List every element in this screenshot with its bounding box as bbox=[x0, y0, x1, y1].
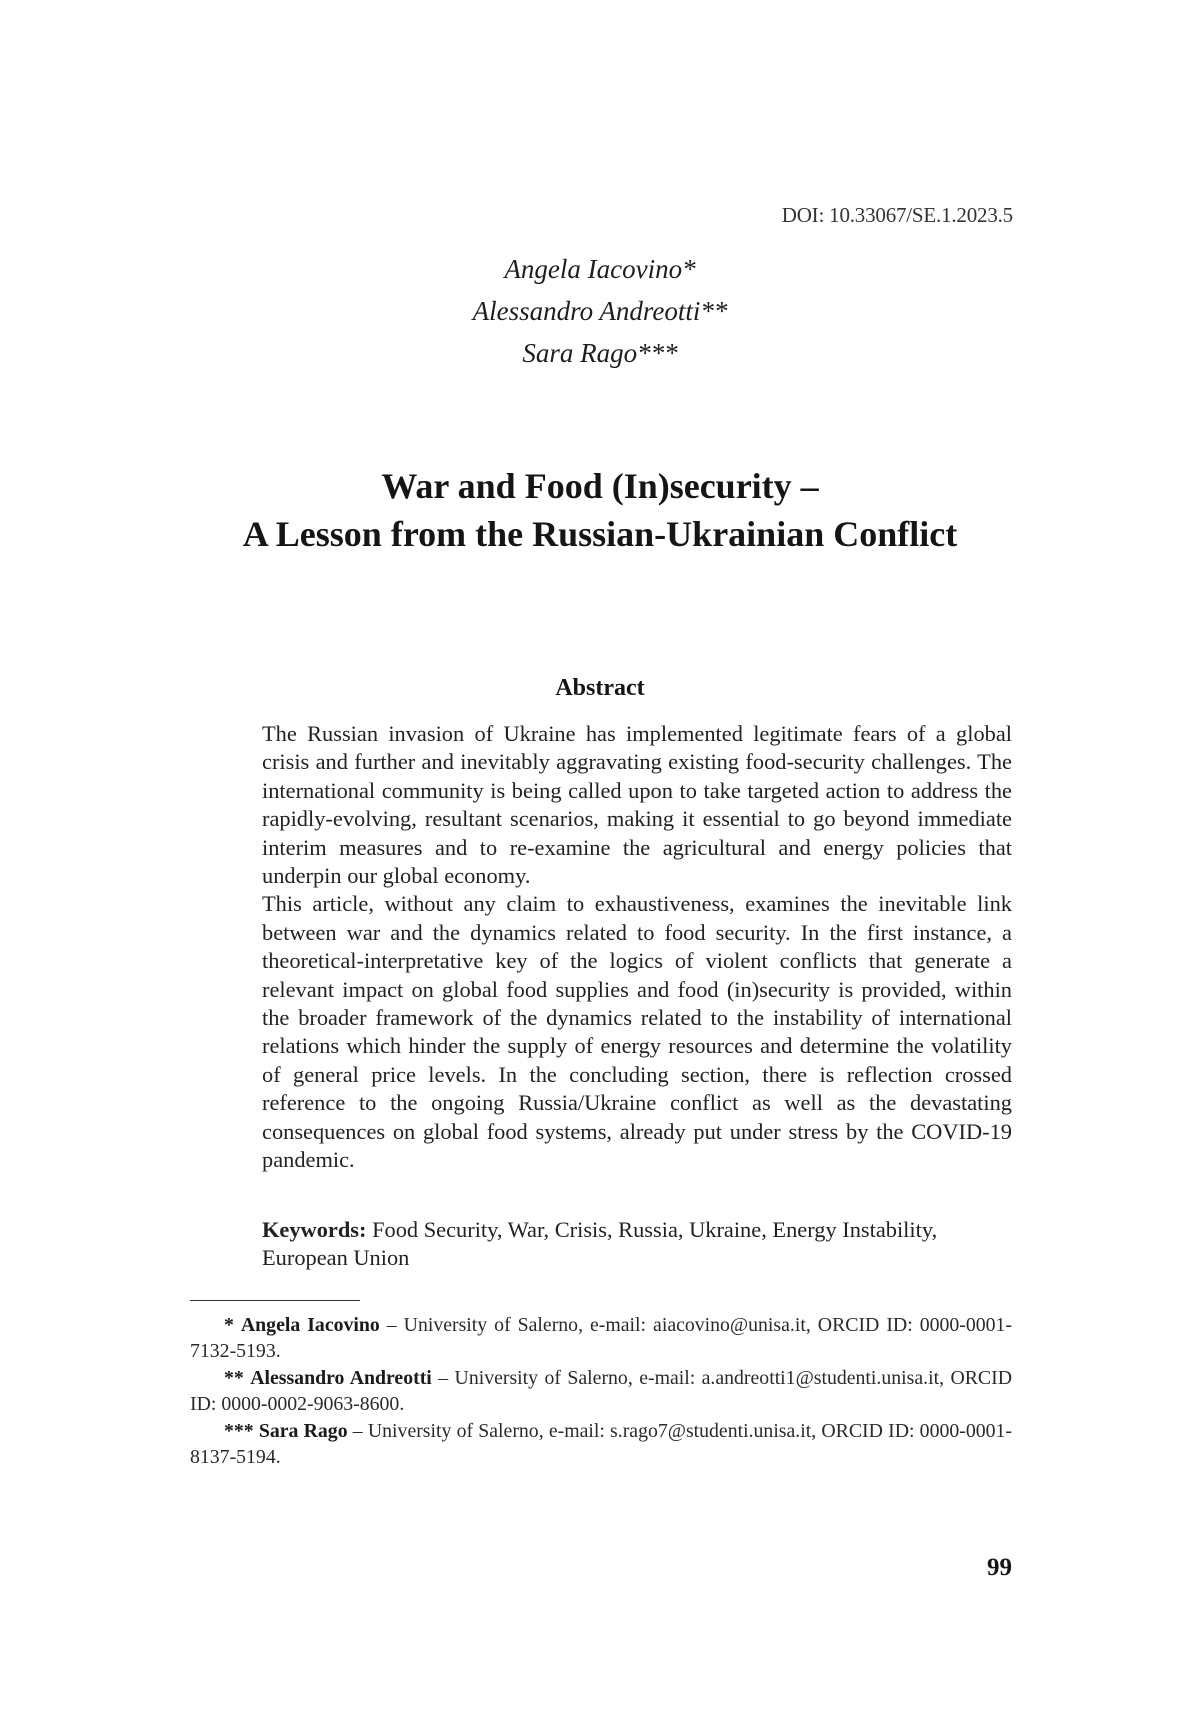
author-name: Angela Iacovino* bbox=[504, 254, 696, 284]
abstract-heading: Abstract bbox=[555, 675, 645, 701]
title-line-2: A Lesson from the Russian-Ukrainian Conflict bbox=[242, 514, 958, 554]
title-line-1: War and Food (In)security – bbox=[381, 466, 819, 506]
footnote-marker: ** bbox=[224, 1366, 244, 1389]
footnote-marker: * bbox=[224, 1314, 234, 1336]
keywords bbox=[262, 1216, 1012, 1273]
doi-label: DOI: 10.33067/SE.1.2023.5 bbox=[781, 203, 1013, 227]
footnote-text: – University of Salerno, e-mail: s.rago7@studenti.unisa.it, ORCID ID: 0000-0001-8137-5194. bbox=[190, 1419, 1012, 1469]
footnote-text: – University of Salerno, e-mail: aiacovino@unisa.it, ORCID ID: 0000-0001-7132-5193. bbox=[190, 1314, 1012, 1363]
page-number: 99 bbox=[987, 1554, 1012, 1581]
author-name: Alessandro Andreotti** bbox=[472, 296, 728, 326]
footnote bbox=[190, 1365, 1012, 1418]
footnote bbox=[190, 1312, 1012, 1365]
author-name: Sara Rago*** bbox=[522, 338, 678, 368]
footnotes bbox=[190, 1312, 1012, 1470]
footnote-marker: *** bbox=[224, 1419, 254, 1442]
footnote-author: Alessandro Andreotti bbox=[250, 1366, 432, 1389]
abstract-body bbox=[262, 720, 1012, 1175]
paper-title bbox=[0, 462, 1200, 558]
keywords-text: Food Security, War, Crisis, Russia, Ukraine, Energy Instability, European Union bbox=[262, 1217, 938, 1271]
abstract-paragraph: This article, without any claim to exhaustiveness, examines the inevitable link between war and the dynamics related to food security. In the first instance, a theoretical-interpretative key of the logics of violent conflicts that generate a relevant impact on global food supplies and food (in)security is provided, within the broader framework of the dynamics related to the instability of international relations which hinder the supply of energy resources and determine the volatility of general price levels. In the concluding section, there is reflection crossed reference to the ongoing Russia/Ukraine conflict as well as the devastating consequences on global food systems, already put under stress by the COVID-19 pandemic. bbox=[262, 891, 1012, 1173]
footnote-divider bbox=[190, 1300, 360, 1301]
footnote bbox=[190, 1418, 1012, 1471]
footnote-author: Sara Rago bbox=[258, 1419, 348, 1442]
author-list bbox=[0, 248, 1200, 374]
footnote-author: Angela Iacovino bbox=[240, 1314, 380, 1336]
keywords-label: Keywords: bbox=[262, 1217, 367, 1242]
footnote-text: – University of Salerno, e-mail: a.andreotti1@studenti.unisa.it, ORCID ID: 0000-0002-9063-8600. bbox=[190, 1366, 1012, 1416]
abstract-paragraph: The Russian invasion of Ukraine has implemented legitimate fears of a global crisis and further and inevitably aggravating existing food-security challenges. The international community is being called upon to take targeted action to address the rapidly-evolving, resultant scenarios, making it essential to go beyond immediate interim measures and to re-examine the agricultural and energy policies that underpin our global economy. bbox=[262, 721, 1012, 889]
